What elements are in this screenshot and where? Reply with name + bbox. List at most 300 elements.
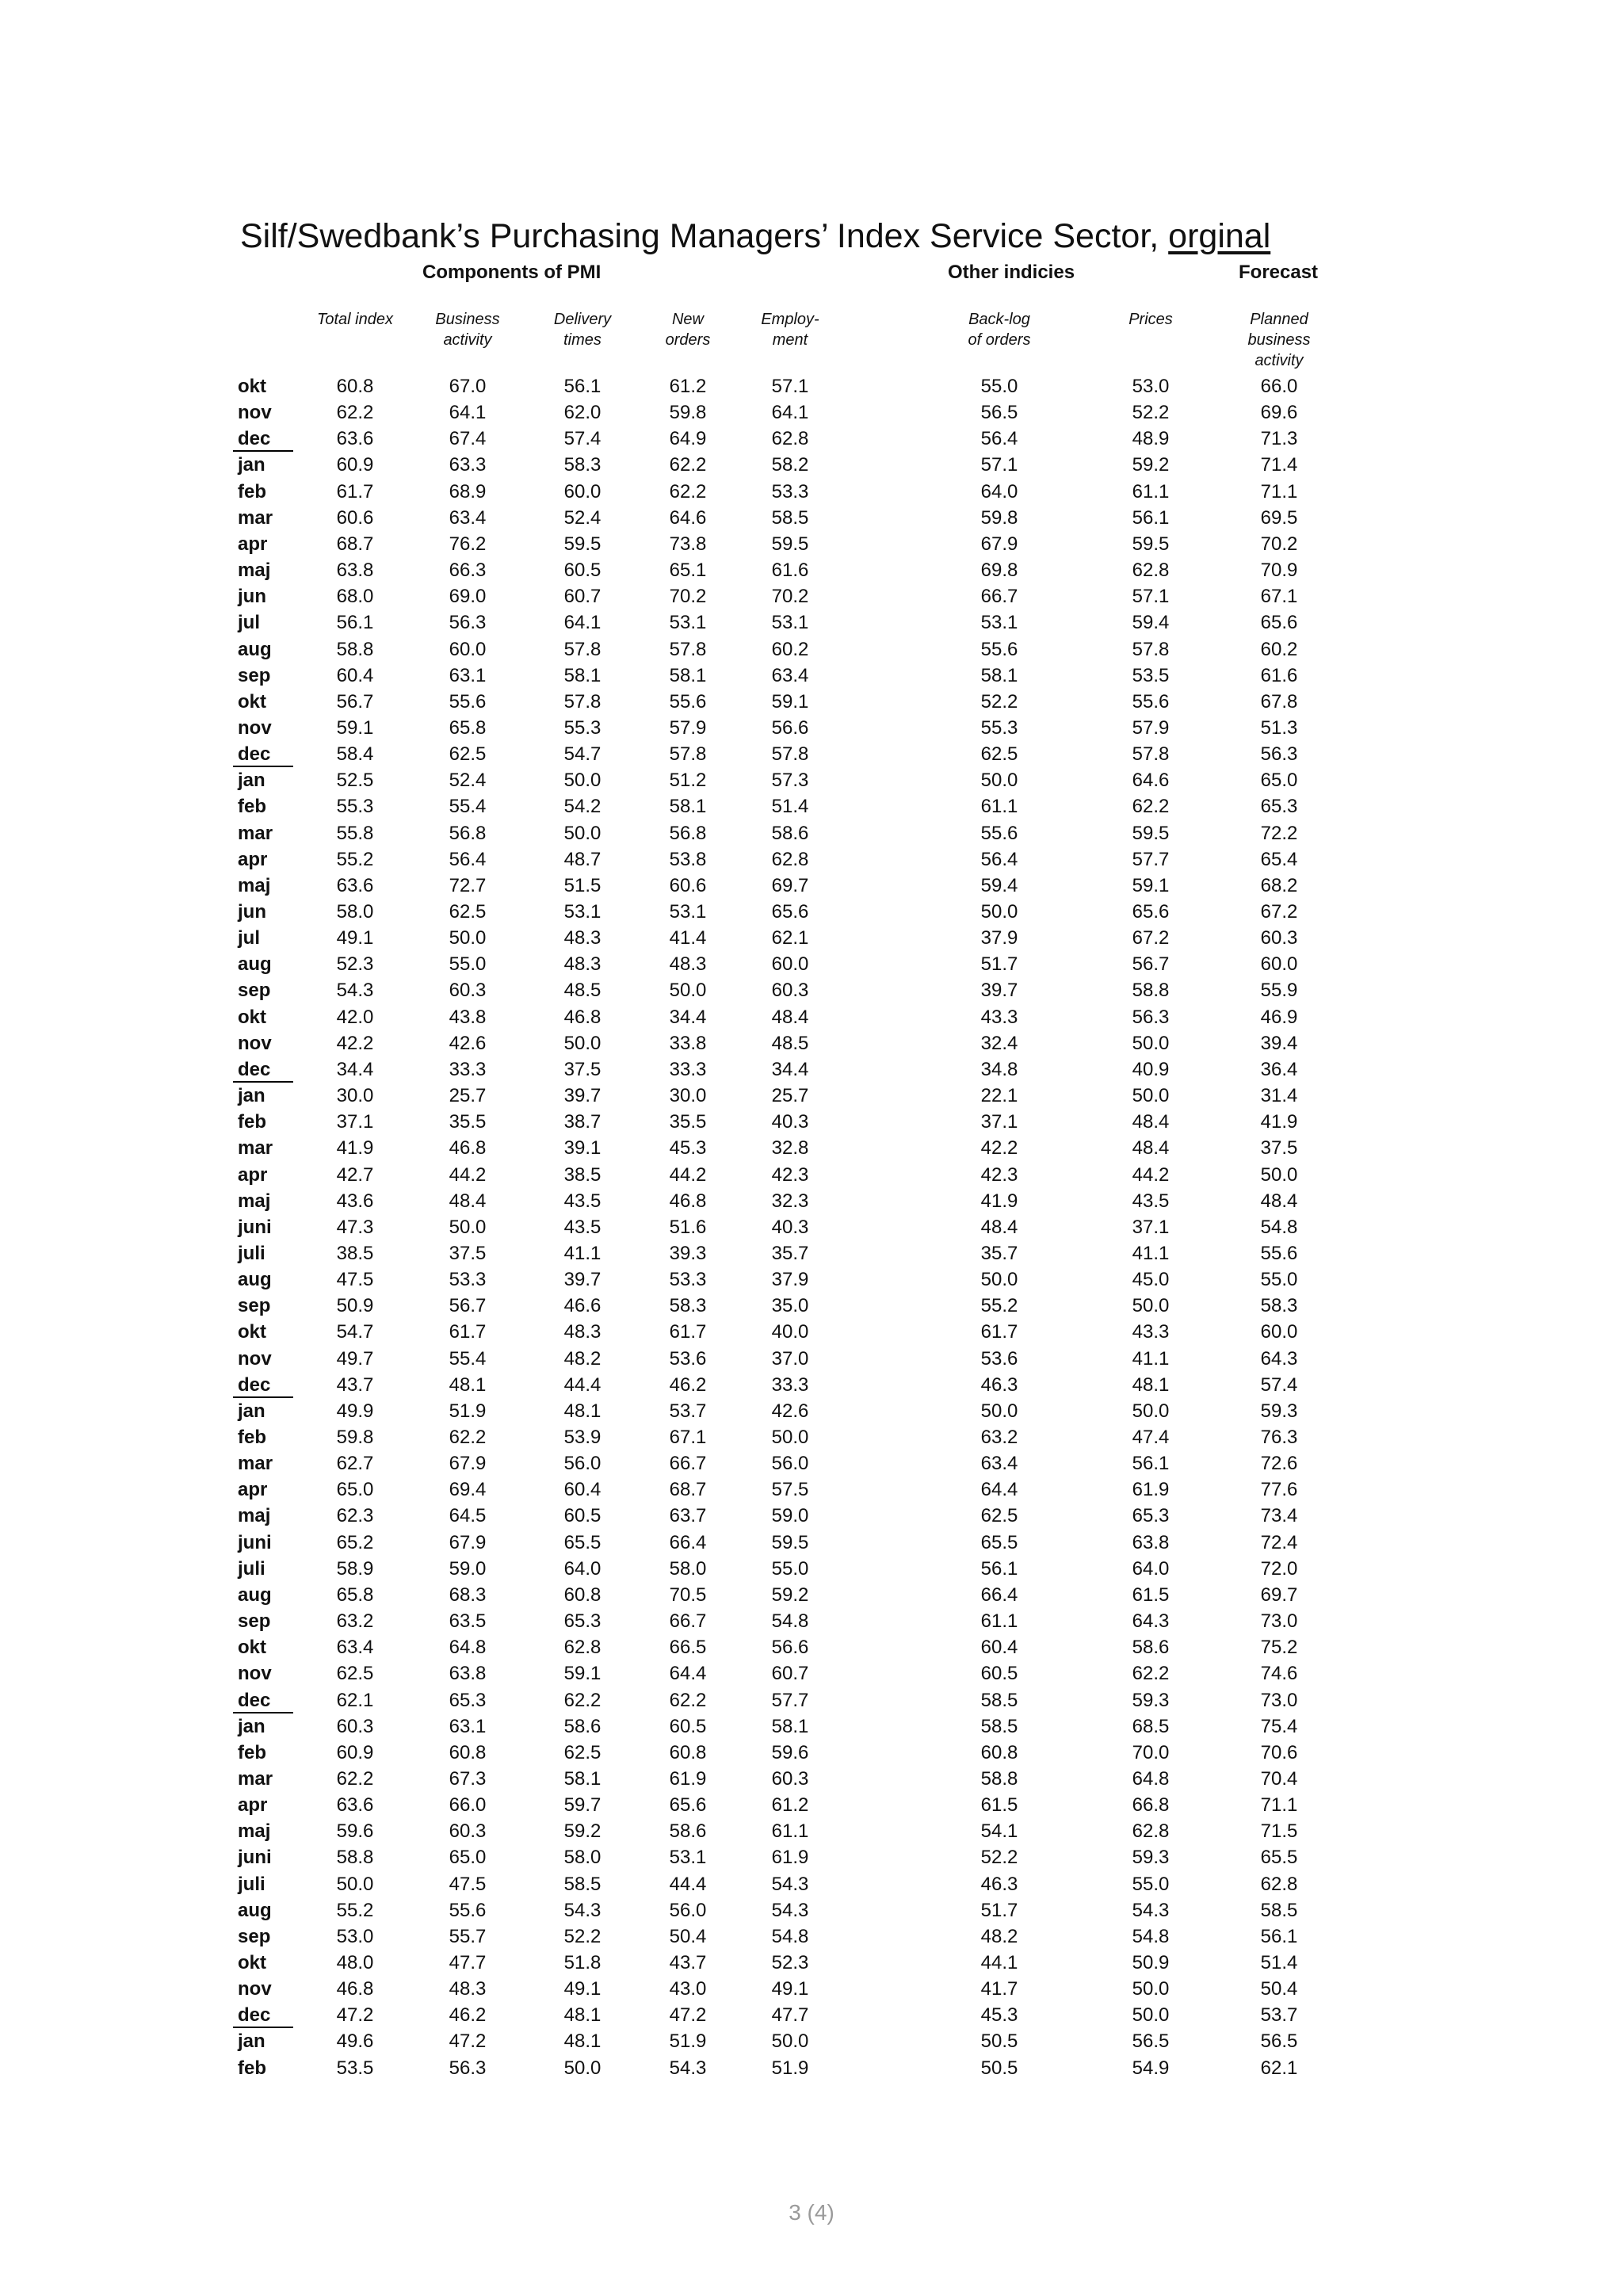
table-row <box>0 1582 1623 1608</box>
cell-planned: 51.4 <box>1260 1952 1298 1973</box>
cell-employment: 69.7 <box>771 874 809 896</box>
cell-prices: 41.1 <box>1132 1347 1170 1370</box>
cell-total: 52.5 <box>336 770 374 792</box>
month-label: mar <box>238 506 273 529</box>
table-row <box>0 820 1623 846</box>
cell-business: 64.8 <box>449 1637 487 1659</box>
cell-employment: 35.0 <box>771 1295 809 1317</box>
column-header-line: Prices <box>1128 311 1173 328</box>
cell-total: 56.7 <box>336 690 374 712</box>
cell-employment: 58.1 <box>771 1715 809 1737</box>
cell-employment: 40.3 <box>771 1111 809 1133</box>
cell-prices: 48.1 <box>1132 1373 1170 1396</box>
cell-backlog: 64.0 <box>980 480 1018 502</box>
month-label: feb <box>238 1741 266 1763</box>
cell-planned: 58.3 <box>1260 1295 1298 1317</box>
cell-prices: 68.5 <box>1132 1715 1170 1737</box>
cell-employment: 60.0 <box>771 953 809 976</box>
table-row <box>0 1477 1623 1503</box>
cell-delivery: 58.1 <box>563 1767 601 1790</box>
cell-backlog: 48.4 <box>980 1216 1018 1238</box>
month-label: juni <box>238 1216 272 1238</box>
cell-total: 56.1 <box>336 612 374 634</box>
cell-total: 54.7 <box>336 1321 374 1343</box>
cell-planned: 60.2 <box>1260 638 1298 660</box>
month-label: sep <box>238 1925 271 1947</box>
cell-employment: 33.3 <box>771 1373 809 1396</box>
cell-backlog: 50.0 <box>980 770 1018 792</box>
cell-employment: 70.2 <box>771 586 809 608</box>
cell-delivery: 58.5 <box>563 1873 601 1895</box>
cell-business: 66.3 <box>449 560 487 582</box>
cell-prices: 48.9 <box>1132 428 1170 450</box>
table-row <box>0 899 1623 925</box>
cell-business: 64.5 <box>449 1505 487 1527</box>
cell-planned: 70.4 <box>1260 1767 1298 1790</box>
month-label: okt <box>238 1637 266 1659</box>
cell-neworders: 33.8 <box>669 1032 707 1054</box>
month-label: aug <box>238 1584 272 1606</box>
cell-delivery: 64.1 <box>563 612 601 634</box>
cell-employment: 25.7 <box>771 1085 809 1107</box>
cell-employment: 57.3 <box>771 770 809 792</box>
cell-prices: 63.8 <box>1132 1531 1170 1553</box>
month-label: maj <box>238 1505 271 1527</box>
cell-employment: 42.6 <box>771 1400 809 1422</box>
table-row <box>0 1319 1623 1345</box>
cell-neworders: 57.9 <box>669 716 707 739</box>
cell-neworders: 66.7 <box>669 1610 707 1633</box>
cell-business: 56.7 <box>449 1295 487 1317</box>
month-label: dec <box>238 1373 271 1396</box>
cell-backlog: 60.4 <box>980 1637 1018 1659</box>
cell-backlog: 50.5 <box>980 2057 1018 2079</box>
month-label: nov <box>238 402 272 424</box>
cell-planned: 71.4 <box>1260 454 1298 476</box>
cell-backlog: 45.3 <box>980 2004 1018 2027</box>
table-row <box>0 1109 1623 1135</box>
cell-prices: 59.5 <box>1132 533 1170 555</box>
month-label: maj <box>238 1190 271 1212</box>
cell-planned: 65.4 <box>1260 848 1298 870</box>
cell-business: 60.3 <box>449 980 487 1002</box>
cell-total: 65.8 <box>336 1584 374 1606</box>
cell-delivery: 39.1 <box>563 1137 601 1159</box>
cell-delivery: 57.4 <box>563 428 601 450</box>
cell-employment: 40.0 <box>771 1321 809 1343</box>
cell-employment: 57.1 <box>771 376 809 397</box>
table-row <box>0 1162 1623 1188</box>
cell-planned: 60.0 <box>1260 953 1298 976</box>
table-row <box>0 1214 1623 1240</box>
cell-neworders: 62.2 <box>669 454 707 476</box>
cell-backlog: 56.4 <box>980 428 1018 450</box>
month-label: jan <box>238 454 265 476</box>
cell-neworders: 45.3 <box>669 1137 707 1159</box>
table-row <box>0 479 1623 505</box>
cell-total: 60.6 <box>336 506 374 529</box>
cell-employment: 64.1 <box>771 402 809 424</box>
cell-business: 55.7 <box>449 1925 487 1947</box>
cell-total: 63.2 <box>336 1610 374 1633</box>
cell-employment: 63.4 <box>771 664 809 686</box>
cell-employment: 49.1 <box>771 1978 809 2000</box>
table-row <box>0 426 1623 452</box>
cell-employment: 48.4 <box>771 1006 809 1028</box>
table-row <box>0 1293 1623 1319</box>
month-label: juli <box>238 1242 265 1264</box>
cell-total: 58.0 <box>336 901 374 923</box>
month-label: nov <box>238 716 272 739</box>
cell-neworders: 51.2 <box>669 770 707 792</box>
cell-total: 49.6 <box>336 2030 374 2053</box>
cell-prices: 50.0 <box>1132 1400 1170 1422</box>
cell-neworders: 70.2 <box>669 586 707 608</box>
cell-neworders: 44.4 <box>669 1873 707 1895</box>
cell-backlog: 56.4 <box>980 848 1018 870</box>
month-label: okt <box>238 1006 266 1028</box>
cell-prices: 64.3 <box>1132 1610 1170 1633</box>
cell-business: 72.7 <box>449 874 487 896</box>
cell-employment: 51.9 <box>771 2057 809 2079</box>
cell-backlog: 55.3 <box>980 716 1018 739</box>
month-label: mar <box>238 1453 273 1475</box>
cell-employment: 62.8 <box>771 848 809 870</box>
cell-planned: 71.5 <box>1260 1820 1298 1843</box>
cell-business: 50.0 <box>449 1216 487 1238</box>
cell-neworders: 64.6 <box>669 506 707 529</box>
cell-planned: 50.4 <box>1260 1978 1298 2000</box>
cell-employment: 60.2 <box>771 638 809 660</box>
cell-prices: 66.8 <box>1132 1794 1170 1817</box>
cell-business: 48.4 <box>449 1190 487 1212</box>
month-label: aug <box>238 638 272 660</box>
table-row <box>0 767 1623 793</box>
cell-business: 47.7 <box>449 1952 487 1973</box>
column-header-line: activity <box>443 331 492 349</box>
cell-total: 55.2 <box>336 848 374 870</box>
cell-total: 41.9 <box>336 1137 374 1159</box>
cell-delivery: 52.2 <box>563 1925 601 1947</box>
cell-delivery: 51.5 <box>563 874 601 896</box>
cell-delivery: 39.7 <box>563 1269 601 1291</box>
cell-total: 50.0 <box>336 1873 374 1895</box>
cell-business: 62.5 <box>449 743 487 766</box>
cell-total: 58.9 <box>336 1557 374 1580</box>
cell-backlog: 48.2 <box>980 1925 1018 1947</box>
cell-total: 42.2 <box>336 1032 374 1054</box>
cell-business: 65.8 <box>449 716 487 739</box>
cell-delivery: 58.1 <box>563 664 601 686</box>
cell-planned: 73.0 <box>1260 1610 1298 1633</box>
cell-total: 59.1 <box>336 716 374 739</box>
cell-prices: 44.2 <box>1132 1163 1170 1186</box>
cell-delivery: 64.0 <box>563 1557 601 1580</box>
column-header-line: business <box>1247 331 1311 349</box>
cell-prices: 54.8 <box>1132 1925 1170 1947</box>
table-row <box>0 1398 1623 1424</box>
cell-prices: 57.8 <box>1132 743 1170 766</box>
cell-planned: 68.2 <box>1260 874 1298 896</box>
cell-total: 65.0 <box>336 1479 374 1501</box>
cell-total: 68.0 <box>336 586 374 608</box>
cell-neworders: 58.1 <box>669 664 707 686</box>
cell-neworders: 44.2 <box>669 1163 707 1186</box>
cell-employment: 35.7 <box>771 1242 809 1264</box>
cell-delivery: 58.3 <box>563 454 601 476</box>
table-row <box>0 1083 1623 1109</box>
cell-employment: 59.0 <box>771 1505 809 1527</box>
cell-business: 42.6 <box>449 1032 487 1054</box>
cell-planned: 55.9 <box>1260 980 1298 1002</box>
cell-backlog: 53.6 <box>980 1347 1018 1370</box>
month-label: jul <box>238 612 260 634</box>
cell-backlog: 66.7 <box>980 586 1018 608</box>
cell-backlog: 52.2 <box>980 1847 1018 1869</box>
cell-neworders: 61.9 <box>669 1767 707 1790</box>
cell-neworders: 53.3 <box>669 1269 707 1291</box>
cell-total: 37.1 <box>336 1111 374 1133</box>
cell-business: 67.9 <box>449 1453 487 1475</box>
cell-planned: 73.4 <box>1260 1505 1298 1527</box>
cell-employment: 40.3 <box>771 1216 809 1238</box>
cell-backlog: 62.5 <box>980 743 1018 766</box>
cell-delivery: 59.2 <box>563 1820 601 1843</box>
cell-neworders: 57.8 <box>669 638 707 660</box>
cell-backlog: 42.3 <box>980 1163 1018 1186</box>
cell-prices: 40.9 <box>1132 1058 1170 1080</box>
month-label: mar <box>238 1137 273 1159</box>
cell-employment: 50.0 <box>771 2030 809 2053</box>
cell-delivery: 54.3 <box>563 1899 601 1921</box>
cell-neworders: 53.7 <box>669 1400 707 1422</box>
cell-delivery: 48.1 <box>563 2004 601 2027</box>
cell-neworders: 61.2 <box>669 376 707 397</box>
cell-employment: 58.2 <box>771 454 809 476</box>
cell-delivery: 38.7 <box>563 1111 601 1133</box>
cell-delivery: 39.7 <box>563 1085 601 1107</box>
column-header-line: New <box>671 311 705 328</box>
table-row <box>0 1871 1623 1897</box>
cell-business: 46.8 <box>449 1137 487 1159</box>
cell-planned: 71.1 <box>1260 1794 1298 1817</box>
cell-total: 60.4 <box>336 664 374 686</box>
cell-neworders: 64.9 <box>669 428 707 450</box>
cell-planned: 67.1 <box>1260 586 1298 608</box>
cell-delivery: 48.3 <box>563 953 601 976</box>
cell-delivery: 37.5 <box>563 1058 601 1080</box>
cell-delivery: 43.5 <box>563 1216 601 1238</box>
cell-delivery: 41.1 <box>563 1242 601 1264</box>
cell-planned: 41.9 <box>1260 1111 1298 1133</box>
month-label: juli <box>238 1557 265 1580</box>
cell-planned: 72.2 <box>1260 822 1298 844</box>
cell-business: 69.0 <box>449 586 487 608</box>
cell-neworders: 62.2 <box>669 480 707 502</box>
cell-planned: 72.0 <box>1260 1557 1298 1580</box>
cell-delivery: 53.9 <box>563 1427 601 1448</box>
cell-prices: 57.1 <box>1132 586 1170 608</box>
table-row <box>0 1818 1623 1844</box>
cell-employment: 54.8 <box>771 1925 809 1947</box>
cell-backlog: 50.0 <box>980 901 1018 923</box>
cell-prices: 43.3 <box>1132 1321 1170 1343</box>
month-label: feb <box>238 2057 266 2079</box>
cell-delivery: 38.5 <box>563 1163 601 1186</box>
table-row <box>0 1266 1623 1293</box>
cell-backlog: 66.4 <box>980 1584 1018 1606</box>
cell-backlog: 58.5 <box>980 1715 1018 1737</box>
cell-neworders: 54.3 <box>669 2057 707 2079</box>
table-row <box>0 977 1623 1003</box>
cell-total: 42.0 <box>336 1006 374 1028</box>
column-header-line: Employ- <box>761 311 819 328</box>
cell-employment: 51.4 <box>771 796 809 818</box>
cell-employment: 62.1 <box>771 927 809 949</box>
cell-backlog: 42.2 <box>980 1137 1018 1159</box>
cell-business: 63.4 <box>449 506 487 529</box>
cell-backlog: 67.9 <box>980 533 1018 555</box>
cell-business: 25.7 <box>449 1085 487 1107</box>
cell-backlog: 46.3 <box>980 1873 1018 1895</box>
cell-backlog: 54.1 <box>980 1820 1018 1843</box>
table-row <box>0 689 1623 715</box>
cell-planned: 55.6 <box>1260 1242 1298 1264</box>
table-row <box>0 1030 1623 1056</box>
cell-neworders: 68.7 <box>669 1479 707 1501</box>
column-header-employment <box>761 309 819 350</box>
cell-neworders: 51.6 <box>669 1216 707 1238</box>
cell-planned: 36.4 <box>1260 1058 1298 1080</box>
cell-prices: 37.1 <box>1132 1216 1170 1238</box>
cell-planned: 56.5 <box>1260 2030 1298 2053</box>
cell-backlog: 69.8 <box>980 560 1018 582</box>
cell-backlog: 60.8 <box>980 1741 1018 1763</box>
cell-employment: 48.5 <box>771 1032 809 1054</box>
cell-total: 47.2 <box>336 2004 374 2027</box>
cell-total: 34.4 <box>336 1058 374 1080</box>
cell-business: 63.8 <box>449 1663 487 1685</box>
cell-prices: 50.0 <box>1132 1978 1170 2000</box>
column-header-delivery <box>554 309 611 350</box>
column-header-line: Planned <box>1250 311 1308 328</box>
cell-planned: 31.4 <box>1260 1085 1298 1107</box>
table-row <box>0 1687 1623 1713</box>
cell-employment: 58.6 <box>771 822 809 844</box>
cell-neworders: 30.0 <box>669 1085 707 1107</box>
month-label: aug <box>238 953 272 976</box>
cell-delivery: 57.8 <box>563 638 601 660</box>
month-label: apr <box>238 1794 268 1817</box>
cell-backlog: 55.2 <box>980 1295 1018 1317</box>
cell-neworders: 34.4 <box>669 1006 707 1028</box>
cell-prices: 58.8 <box>1132 980 1170 1002</box>
table-row <box>0 1844 1623 1870</box>
table-row <box>0 1976 1623 2002</box>
table-row <box>0 1740 1623 1766</box>
table-row <box>0 1346 1623 1372</box>
cell-prices: 65.6 <box>1132 901 1170 923</box>
cell-total: 58.8 <box>336 1847 374 1869</box>
month-label: jun <box>238 901 266 923</box>
month-label: apr <box>238 533 268 555</box>
cell-prices: 45.0 <box>1132 1269 1170 1291</box>
table-row <box>0 1135 1623 1161</box>
cell-prices: 61.9 <box>1132 1479 1170 1501</box>
cell-delivery: 50.0 <box>563 822 601 844</box>
cell-planned: 65.0 <box>1260 770 1298 792</box>
cell-backlog: 43.3 <box>980 1006 1018 1028</box>
column-header-line: Total index <box>317 311 393 328</box>
cell-planned: 69.5 <box>1260 506 1298 529</box>
table-row <box>0 557 1623 583</box>
column-header-neworders <box>666 309 711 350</box>
month-label: feb <box>238 480 266 502</box>
cell-prices: 48.4 <box>1132 1137 1170 1159</box>
cell-planned: 56.3 <box>1260 743 1298 766</box>
cell-employment: 57.8 <box>771 743 809 766</box>
cell-business: 47.2 <box>449 2030 487 2053</box>
cell-backlog: 56.5 <box>980 402 1018 424</box>
cell-total: 55.3 <box>336 796 374 818</box>
table-row <box>0 663 1623 689</box>
cell-total: 47.3 <box>336 1216 374 1238</box>
cell-business: 63.1 <box>449 664 487 686</box>
cell-planned: 56.1 <box>1260 1925 1298 1947</box>
cell-delivery: 48.5 <box>563 980 601 1002</box>
cell-neworders: 55.6 <box>669 690 707 712</box>
cell-backlog: 44.1 <box>980 1952 1018 1973</box>
cell-delivery: 48.2 <box>563 1347 601 1370</box>
cell-planned: 62.8 <box>1260 1873 1298 1895</box>
cell-delivery: 48.3 <box>563 1321 601 1343</box>
cell-business: 63.1 <box>449 1715 487 1737</box>
column-header-line: Delivery <box>553 311 612 328</box>
table-row <box>0 583 1623 609</box>
cell-neworders: 58.3 <box>669 1295 707 1317</box>
cell-backlog: 39.7 <box>980 980 1018 1002</box>
table-row <box>0 1530 1623 1556</box>
table-row <box>0 531 1623 557</box>
month-label: sep <box>238 1295 271 1317</box>
column-header-line: orders <box>665 331 711 349</box>
cell-business: 76.2 <box>449 533 487 555</box>
cell-employment: 59.6 <box>771 1741 809 1763</box>
cell-employment: 47.7 <box>771 2004 809 2027</box>
cell-planned: 71.1 <box>1260 480 1298 502</box>
cell-backlog: 61.5 <box>980 1794 1018 1817</box>
cell-business: 55.4 <box>449 1347 487 1370</box>
cell-delivery: 48.1 <box>563 2030 601 2053</box>
cell-total: 65.2 <box>336 1531 374 1553</box>
cell-business: 59.0 <box>449 1557 487 1580</box>
cell-prices: 50.0 <box>1132 1085 1170 1107</box>
cell-neworders: 39.3 <box>669 1242 707 1264</box>
cell-neworders: 60.6 <box>669 874 707 896</box>
table-row <box>0 373 1623 399</box>
table-row <box>0 741 1623 767</box>
cell-business: 56.8 <box>449 822 487 844</box>
cell-total: 58.4 <box>336 743 374 766</box>
cell-planned: 69.6 <box>1260 402 1298 424</box>
cell-business: 63.5 <box>449 1610 487 1633</box>
cell-planned: 72.6 <box>1260 1453 1298 1475</box>
cell-delivery: 43.5 <box>563 1190 601 1212</box>
cell-prices: 43.5 <box>1132 1190 1170 1212</box>
cell-neworders: 58.6 <box>669 1820 707 1843</box>
cell-backlog: 52.2 <box>980 690 1018 712</box>
cell-prices: 57.8 <box>1132 638 1170 660</box>
